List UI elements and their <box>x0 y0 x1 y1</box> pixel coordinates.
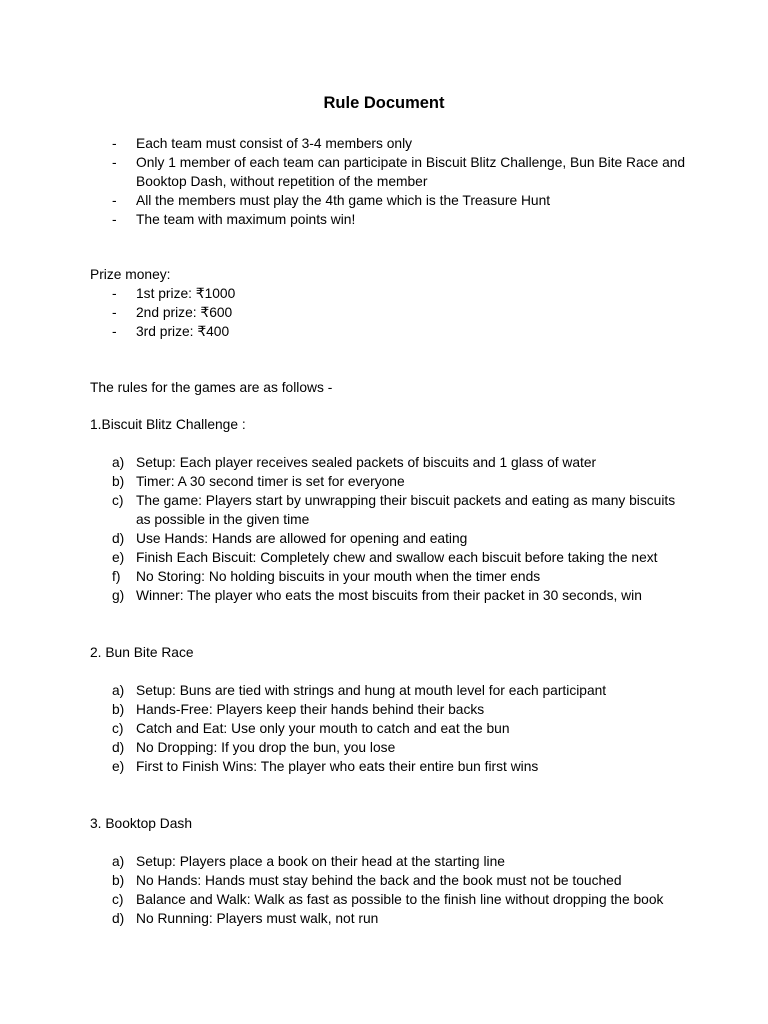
rule-text: No Hands: Hands must stay behind the back and the book must not be touched <box>136 873 622 888</box>
game-heading: 1.Biscuit Blitz Challenge : <box>90 417 246 432</box>
game-rules-list <box>90 681 690 776</box>
rule-text: Finish Each Biscuit: Completely chew and swallow each biscuit before taking the next <box>136 550 658 565</box>
list-item <box>90 529 690 548</box>
rule-text: Timer: A 30 second timer is set for everyone <box>136 474 405 489</box>
list-marker: d) <box>112 531 125 546</box>
dash-marker: - <box>112 305 117 320</box>
list-marker: a) <box>112 455 125 470</box>
list-item <box>90 548 690 567</box>
list-marker: e) <box>112 759 125 774</box>
rule-text: First to Finish Wins: The player who eats their entire bun first wins <box>136 759 539 774</box>
rule-text: Setup: Players place a book on their head at the starting line <box>136 854 505 869</box>
rule-text: Balance and Walk: Walk as fast as possible to the finish line without dropping the book <box>136 892 664 907</box>
prize-heading: Prize money: <box>90 267 171 282</box>
list-marker: b) <box>112 873 125 888</box>
page-title: Rule Document <box>323 94 445 112</box>
rule-text: Each team must consist of 3-4 members only <box>136 136 413 151</box>
prize-text: 3rd prize: ₹400 <box>136 324 230 339</box>
list-item <box>90 134 690 153</box>
rule-text: The team with maximum points win! <box>136 212 356 227</box>
spacer <box>90 662 690 681</box>
list-marker: b) <box>112 702 125 717</box>
list-item <box>90 700 690 719</box>
rule-text: The game: Players start by unwrapping their biscuit packets and eating as many biscuits as possible in the given time <box>136 493 676 527</box>
prize-text: 1st prize: ₹1000 <box>136 286 236 301</box>
rule-text: No Running: Players must walk, not run <box>136 911 379 926</box>
rule-text: Winner: The player who eats the most biscuits from their packet in 30 seconds, win <box>136 588 642 603</box>
spacer <box>90 434 690 453</box>
list-item <box>90 567 690 586</box>
list-item <box>90 586 690 605</box>
rule-text: All the members must play the 4th game which is the Treasure Hunt <box>136 193 551 208</box>
list-item <box>90 871 690 890</box>
list-marker: f) <box>112 569 121 584</box>
rules-intro: The rules for the games are as follows - <box>90 380 333 395</box>
general-rules-list <box>90 134 690 229</box>
list-marker: e) <box>112 550 125 565</box>
dash-marker: - <box>112 155 117 170</box>
rule-text: Setup: Buns are tied with strings and hung at mouth level for each participant <box>136 683 607 698</box>
spacer <box>90 605 690 643</box>
list-item <box>90 491 690 529</box>
list-item <box>90 681 690 700</box>
dash-marker: - <box>112 193 117 208</box>
list-marker: c) <box>112 493 124 508</box>
list-item <box>90 191 690 210</box>
list-marker: a) <box>112 683 125 698</box>
spacer <box>90 341 690 378</box>
dash-marker: - <box>112 212 117 227</box>
list-marker: d) <box>112 911 125 926</box>
list-item <box>90 890 690 909</box>
list-item <box>90 852 690 871</box>
list-item <box>90 153 690 191</box>
rule-text: Hands-Free: Players keep their hands behind their backs <box>136 702 485 717</box>
list-item <box>90 210 690 229</box>
list-marker: g) <box>112 588 125 603</box>
game-heading: 3. Booktop Dash <box>90 816 193 831</box>
list-item <box>90 284 690 303</box>
prize-text: 2nd prize: ₹600 <box>136 305 233 320</box>
rule-text: Catch and Eat: Use only your mouth to catch and eat the bun <box>136 721 510 736</box>
list-item <box>90 719 690 738</box>
list-item <box>90 909 690 928</box>
list-item <box>90 322 690 341</box>
dash-marker: - <box>112 324 117 339</box>
list-marker: d) <box>112 740 125 755</box>
game-heading: 2. Bun Bite Race <box>90 645 194 660</box>
list-marker: c) <box>112 721 124 736</box>
spacer <box>90 833 690 852</box>
game-rules-list <box>90 852 690 928</box>
list-item <box>90 303 690 322</box>
list-marker: b) <box>112 474 125 489</box>
list-item <box>90 472 690 491</box>
prize-list <box>90 284 690 341</box>
rule-text: Setup: Each player receives sealed packets of biscuits and 1 glass of water <box>136 455 597 470</box>
list-item <box>90 738 690 757</box>
dash-marker: - <box>112 286 117 301</box>
spacer <box>90 776 690 814</box>
list-marker: c) <box>112 892 124 907</box>
document-page <box>90 93 690 928</box>
spacer <box>90 229 690 265</box>
rule-text: No Dropping: If you drop the bun, you lose <box>136 740 396 755</box>
list-item <box>90 453 690 472</box>
rule-text: No Storing: No holding biscuits in your mouth when the timer ends <box>136 569 541 584</box>
list-item <box>90 757 690 776</box>
game-rules-list <box>90 453 690 605</box>
rule-text: Use Hands: Hands are allowed for opening and eating <box>136 531 468 546</box>
list-marker: a) <box>112 854 125 869</box>
rule-text: Only 1 member of each team can participate in Biscuit Blitz Challenge, Bun Bite Race and Booktop Dash, without repetition of the member <box>136 155 686 189</box>
spacer <box>90 397 690 415</box>
dash-marker: - <box>112 136 117 151</box>
